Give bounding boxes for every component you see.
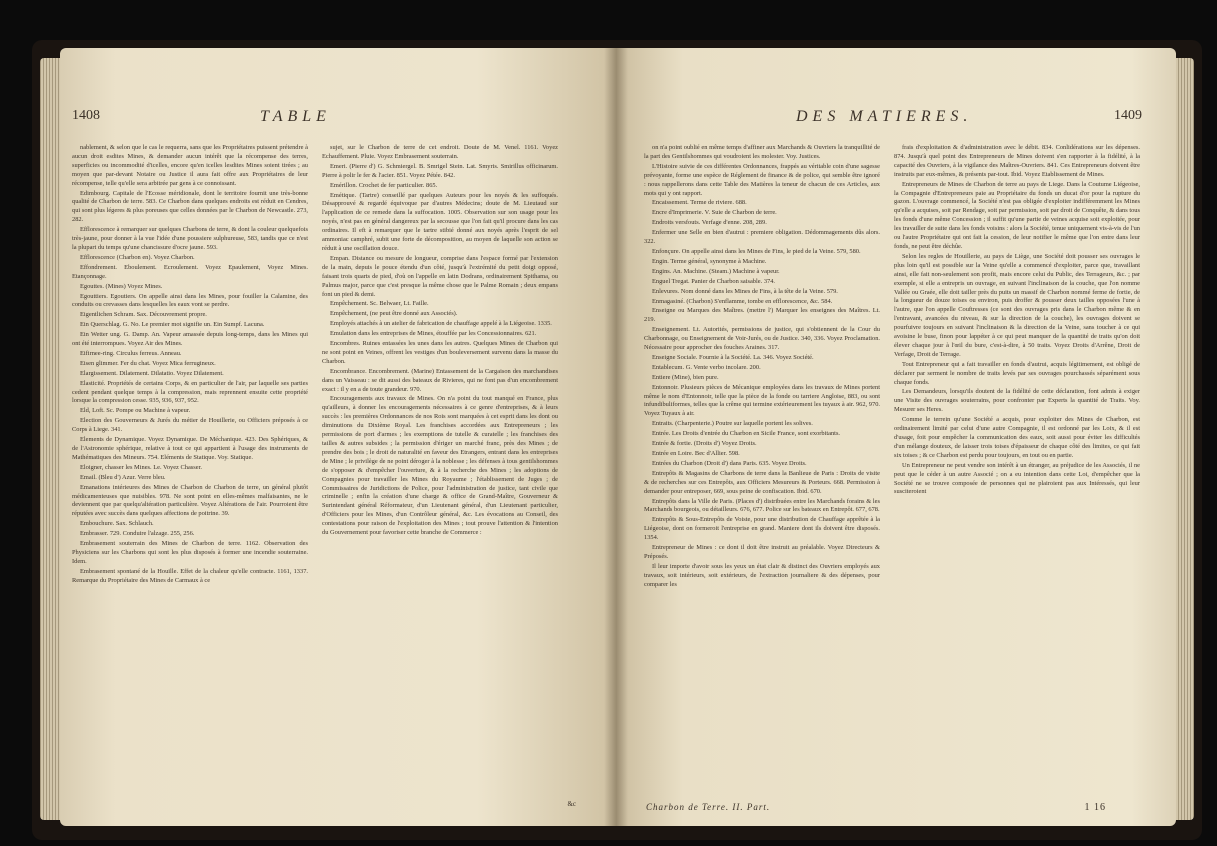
index-entry: Endroits versfouts. Verfage d'enne. 208, 289.: [652, 219, 767, 227]
right-column-2: [894, 144, 1140, 824]
index-entry: Les Demandeurs, lorsqu'ils doutent de la fidélité de cette déclaration, font admis à exiger une Visite des ouvrages souterrains, pour confronter par Experts la quantité de Traits. Voy. Mesurer ses Heres.: [894, 388, 1140, 414]
index-entry: sujet, sur le Charbon de terre de cet endroit. Doute de M. Venel. 1161. Voyez Echauffement. Pluie. Voyez Embrasement souterrain.: [322, 144, 558, 160]
left-column-2: [322, 144, 558, 824]
index-entry: Entonnoir. Plusieurs pièces de Mécanique employées dans les travaux de Mines portent même le nom d'Entonnoir, telle que la pièce de la fonde ou tarriere Angloise, 883, ou sont infundibuliformes, telles que la crême qui termine extérieurement les tuyaux à air. 962, 970. Voyez Tuyaux à air.: [644, 383, 880, 418]
signature-number: 1 16: [1084, 802, 1106, 813]
index-entry: Entrée & fortie. (Droits d') Voyez Droits.: [652, 440, 757, 448]
index-entry: Comme le terrein qu'une Société a acquis, pour exploiter des Mines de Charbon, est ordinairement limité par celui d'une autre Compagnie, il est ordonné par les Loix, & il est d'usage, foit pour empêcher la communication des eaux, soit aussi pour éviter les difficultés d'un mélange douteux, de laisser trois toises d'épaisseur de chaque côté des limites, ce qui fait six toises ; & ce Charbon est perdu pour toujours, en tout ou en partie.: [894, 416, 1140, 459]
left-page: [60, 48, 616, 826]
index-entry: Empêchement. Sc. Belwaer, Lt. Faille.: [330, 300, 429, 308]
left-column-1: [72, 144, 308, 824]
right-page-number: 1409: [1114, 108, 1142, 123]
index-entry: Eld, Loft. Sc. Pompe ou Machine à vapeur.: [80, 407, 191, 415]
index-entry: Enseigne ou Marques des Maîtres. (mettre l') Marquer les enseignes des Maîtres. Lt. 219.: [644, 307, 880, 324]
right-running-title: DES MATIERES.: [796, 108, 973, 125]
index-entry: Entrées du Charbon (Droit d') dans Paris. 635. Voyez Droits.: [652, 459, 807, 467]
index-entry: Un Entrepreneur ne peut vendre son intérêt à un étranger, au préjudice de les Associés, il ne peut que le céder à un autre Associé ; on a eu intention dans cette Loi, d'empêcher que la Société ne se trouve composée de personnes qui ne plairoient pas aux Intéressés, qui leur susciteroient: [894, 461, 1140, 496]
index-entry: Effondrement. Eboulement. Ecroulement. Voyez Epaulement, Voyez Mines. Etançonnage.: [72, 263, 308, 280]
index-entry: nablement, & selon que le cas le requerra, sans que les Propriétaires puissent prétendre à aucun droit esdites Mines, & demander aucun intérêt que la récompense des terres, superficies ou incommodité d'icelles, encore qu'en icelles lesdites Mines soient tirées ; au moyen que par-devant Notaire ou Justice il aura fait offre aux Propriétaires de leur récompense, telle qu'elle sera arbitrée par gens à ce connoissant.: [72, 144, 308, 187]
index-entry: Entrepôts & Sous-Entrepôts de Voiste, pour une distribution de Chauffage apprêtée à la Liégeoise, dont on formeroit l'entreprise en grand. Maniere dont ils doivent être disposés. 1354.: [644, 516, 880, 542]
index-entry: Entrée en Loire. Bec d'Allier. 598.: [652, 450, 740, 457]
index-entry: Emeri. (Pierre d') G. Schmiergel. B. Smrigel Stein. Lat. Smyris. Smirillus officinarum. Pierre à polir le fer & l'acier. 851. Voyez Pétée. 842.: [322, 162, 558, 179]
index-entry: Eifirnee-ring. Circulus ferreus. Anneau.: [80, 349, 182, 357]
index-entry: Entablecum. G. Vente verbo incolare. 200.: [652, 363, 761, 371]
index-entry: Enguel Tregat. Panier de Charbon saisable. 374.: [652, 277, 775, 285]
index-entry: Elargissement. Dilatement. Dilatatio. Voyez Dilatement.: [80, 369, 224, 377]
index-entry: Ein Wetter ung. G. Damp. An. Vapeur amassée depuis long-temps, dans les Mines qui ont été interrompues. Voyez Air des Mines.: [72, 331, 308, 348]
index-entry: frais d'exploitation & d'administration avec le débit. 834. Conlidérations sur les dépenses. 874. Jusqu'à quel point des Entrepreneurs de Mines doivent s'en rapporter à la fidélité, à la capacité des Ouvriers, à la vigilance des Maîtres-Ouvriers. 841. Ces Entrepreneurs doivent être instruits par eux-mêmes, & présents par-tout. Ibid. Voyez Etablissement de Mines.: [894, 144, 1140, 178]
index-entry: Efflorescence (Charbon en). Voyez Charbon.: [80, 253, 195, 261]
right-column-1: [644, 144, 880, 824]
index-entry: Election des Gouverneurs & Jurés du métier de Houillerie, ou Officiers préposés à ce Corps à Liege. 341.: [72, 417, 308, 434]
index-entry: Engins. An. Machine. (Steam.) Machine à vapeur.: [652, 267, 780, 275]
index-entry: Elements de Dynamique. Voyez Dynamique. De Méchanique. 423. Des Sphériques, & de l'Astronomie sphérique, relative à tout ce qui appartient à l'usage des instruments de Mathématiques des Mineurs. 754. Eléments de Statique. Voy. Statique.: [72, 436, 308, 461]
index-entry: Selon les regles de Houillerie, au pays de Liège, une Société doit pousser ses ouvrages le plus loin qu'il est possible sur la Veine qu'elle a commencé d'exploiter, parce que, travaillant ainsi, elle fait non-seulement son profit, mais encore celui du Public, des Terrageurs, &c. ; par exemple, si elle a entrepris un ouvrage, en suivant l'inclinaison de la couche, que l'on nomme Vallée ou Graée, elle doit tailler près du puits un massif de Charbon nommé ferme de fortie, de la longueur de douze toises ou environ, puis droffer & pousser deux tailles opposées l'une à l'autre, que l'on appelle Couftresses (ce sont des ouvrages pris dans le Charbon même & en l'entravant, avancées du niveau, & sur la direction de la couche), les ouvrages doivent se pourfuivre toujours en suivant l'inclinaison & la direction de la Veine, sans toucher à ce qui avoisine le buse, finon pour lappéter à ce qui peut manquer de la quantité de traits qu'on doit élever chaque jour à l'œil du bure, c'est-à-dire, à 50 traits. Voyez Droits d'Arrêne, Droit de Verfage, Droit de Terrage.: [894, 252, 1140, 358]
index-entry: on n'a point oublié en même temps d'affiner aux Marchands & Ouvriers la tranquillité de la part des Gentilshommes qui voudroient les molester. Voy. Justices.: [644, 144, 880, 160]
index-entry: Entrepôts dans la Ville de Paris. (Places d') distribuées entre les Marchands forains & les Marchands bourgeois, ou détailleurs. 676, 677. Police sur les bateaux en Entrepôt. 677, 678.: [644, 497, 880, 514]
index-entry: Emanations intérieures des Mines de Charbon de Charbon de terre, un général plutôt médicamenteuses que nuisibles. 978. Ne sont point en elles-mêmes malfaisantes, ne le deviennent que par quelqu'altération particulière. Voyez Altérations de l'air. Pourroient être réputées avec succès dans quelques affections de poitrine. 39.: [72, 483, 308, 518]
index-entry: Efflorescence à remarquer sur quelques Charbons de terre, & dont la couleur quelquefois très-jaune, pour donner à la vue l'idée d'une poussiere sulphureuse, 583, tandis que ce n'est la plupart du temps qu'une chancissure d'ocre jaune. 593.: [72, 226, 308, 251]
book-gutter: [604, 48, 628, 826]
index-entry: Employés attachés à un atelier de fabrication de chauffage appelé à la Liégeoise. 1335.: [330, 320, 552, 328]
index-entry: Il leur importe d'avoir sous les yeux un état clair & distinct des Ouvriers employés aux travaux, soit intérieurs, soit extérieurs, de l'extraction journaliere & des dépenses, pour comparer les: [644, 562, 880, 588]
index-entry: Entraits. (Charpenterie.) Poutre sur laquelle portent les solives.: [652, 420, 813, 428]
right-page: [616, 48, 1176, 826]
index-entry: Encaissement. Terme de riviere. 688.: [652, 199, 747, 207]
index-entry: Entrée. Les Droits d'entrée du Charbon en Sicile France, sont exorbitants.: [652, 430, 841, 438]
index-entry: Eigentlichen Schram. Sax. Découvrement propre.: [80, 311, 207, 319]
index-entry: Enseignement. Lt. Autorités, permissions de justice, qui s'obtiennent de la Cour du Charbonnage, ou Enseignement de Voir-Jurés, ou de Justice. 340, 336. Voyez Proclamation. Nécessaire pour approcher des fouches Araines. 317.: [644, 326, 880, 352]
left-page-header: [60, 108, 616, 130]
index-entry: Egouttiers. Egoutiers. On appelle ainsi dans les Mines, pour fouiller la Calamine, des conduits ou crevasses dans lesquelles les eaux vont se perdre.: [72, 292, 308, 309]
index-entry: Engin. Terme général, synonyme à Machine.: [652, 257, 767, 265]
index-entry: Entrepreneur de Mines : ce dont il doit être instruit au préalable. Voyez Directeurs & Préposés.: [644, 544, 880, 560]
index-entry: Embouchure. Sax. Schlauch.: [80, 520, 154, 528]
index-entry: Egouttes. (Mines) Voyez Mines.: [80, 282, 163, 290]
index-entry: Embrasement souterrain des Mines de Charbon de terre. 1162. Observation des Physiciens sur les Charbons qui sont les plus disposés à former une incendie souterraine. Idem.: [72, 540, 308, 565]
index-entry: Encouragements aux travaux de Mines. On n'a point du tout manqué en France, plus qu'ailleurs, à donner les encouragements nécessaires à ce genre d'entreprises, & à leurs succès : les premières Ordonnances de nos Rois sont marquées à cet esprit dans les dont ou diminutions du Dixième Royal. Les franchises accordées aux Entrepreneurs ; les permissions de port d'armes ; les exemptions de tutelle & curatelle ; les franchises des tailles & autres subsides ; la permission d'ériger un marché franc, près des Mines ; de prendre des bois ; le droit de naturalité en faveur des Etrangers, entrant dans les entreprises de Mine ; le privilège de ne point déroger à la noblesse ; les défenses à tous gentilshommes de s'opposer & d'empêcher l'ouverture, & à la recherche des Mines ; les adoptions de Compagnies pour travailler les Mines du Royaume ; l'établissement de Juges ; de Commissaires de Juridictions de Police, pour l'administration de justice, tant civile que criminelle ; enfin la création d'une charge & office de Grand-Maître, Gouverneur & Surintendant général Réformateur, d'un Lieutenant général, d'un Lieutenant particulier, d'Officiers pour les Mines, d'un Contrôleur général, &c. Les évocations au Conseil, des contestations pour raison de l'exploitation des Mines ; tout prouve l'attention & l'intention du Gouvernement pour favoriser cette branche de Commerce :: [322, 395, 558, 537]
index-entry: Emétique. (Tartre) conseillé par quelques Auteurs pour les noyés & les suffoqués. Désapprouvé & regardé équivoque par d'autres Médecins; doute de M. Lieutaud sur l'application de ce remede dans la suffocation. 1005. Observation sur son usage pour les noyés, n'est pas en général dangereux par la secousse que l'on fait qu'il procure dans les cas ordinaires. Il eft à remarquer que le tartre stibié donné aux noyés après l'esprit de sel ammoniac camphré, subit une forte de décomposition, au moyen de laquelle son action se réduit à une oscillation douce.: [322, 191, 558, 252]
index-entry: Encre d'Imprimerie. V. Suie de Charbon de terre.: [652, 209, 777, 217]
index-entry: Entiere (Mine), bien pure.: [652, 373, 719, 381]
right-page-header: [616, 108, 1176, 130]
left-catchword: &c: [567, 800, 576, 808]
index-entry: Enlevures. Nom donné dans les Mines de Fins, à la tête de la Veine. 579.: [652, 287, 838, 295]
left-page-number: 1408: [72, 108, 100, 123]
index-entry: Emérillon. Crochet de fer particulier. 865.: [330, 181, 438, 189]
index-entry: Enfonçure. On appelle ainsi dans les Mines de Fins, le pied de la Veine. 579, 580.: [652, 247, 861, 255]
index-entry: Encombres. Ruines entassées les unes dans les autres. Quelques Mines de Charbon qui ne sont point en Veines, offrent les vestiges d'un bouleversement survenu dans la masse du Charbon.: [322, 340, 558, 365]
index-entry: Enseigne Sociale. Fournie à la Société. La. 346. Voyez Société.: [652, 353, 814, 361]
index-entry: Email. (Bleu d') Azur. Verre bleu.: [80, 473, 166, 481]
index-entry: Enmagasiné. (Charbon) S'enflamme, tombe en efflorescence, &c. 584.: [652, 297, 833, 305]
left-running-title: TABLE: [260, 108, 331, 125]
index-entry: Entrepreneurs de Mines de Charbon de terre au pays de Liege. Dans la Coutume Liégeoise, la Compagnie d'Entrepreneurs paie au Propriétaire du fonds un ducat d'or pour la rupture du gazon. L'ouvrage commencé, la Société n'est pas obligée d'exploiter indifféremment les Mines qu'elle a acquises, soit par Rendage, soit par permission, soit par droit de Conquête, & dans tous les fonds d'une même Concession ; il suffit qu'une partie de veines acquise soit exploitée, pour les travailler de suite dans les fonds voisins : alors la Société, tenue uniquement vis-à-vis de l'un ou l'autre Propriétaire qui ont fait la cession, de leur notifier le même que l'on entre dans leur fonds, ne peut être déchûe.: [894, 180, 1140, 250]
index-entry: Enfermer une Selle en bien d'autrui : premiere obligation. Dédommagements dûs alors. 322.: [644, 229, 880, 246]
index-entry: Entrepôts & Magasins de Charbons de terre dans la Banlieue de Paris : Droits de visite & de recherches sur ces Entrepôts, aux Officiers Mesureurs & Porteurs. 668. Permission à demander pour entreposer, 669, sous peine de confiscation. Ibid. 670.: [644, 469, 880, 495]
index-entry: Ein Querschlag. G. No. Le premier mot signifie un. Ein Sumpf. Lacuna.: [80, 321, 265, 329]
index-entry: Empêchement, (ne peut être donné aux Associés).: [330, 310, 458, 318]
index-entry: Encombrance. Encombrement. (Marine) Entassement de la Cargaison des marchandises dans un Vaisseau : se dit aussi des bateaux de Rivieres, qui ne font pas d'un encombrement exact : il y en a de toute grandeur. 970.: [322, 367, 558, 393]
right-signature: [646, 802, 1146, 812]
index-entry: Eisen glimmer. Fer du chat. Voyez Mica ferrugineux.: [80, 359, 216, 367]
index-entry: Embrasement spontané de la Houille. Effet de la chaleur qu'elle contracte. 1161, 1337. Remarque du Propriétaire des Mines de Carmaux à ce: [72, 567, 308, 584]
index-entry: Empan. Distance ou mesure de longueur, comprise dans l'espace formé par l'extension de la main, depuis le pouce étendu d'un côté, jusqu'à l'extrémité du petit doigt opposé, faisant trois quarts de pied, d'où on l'appelle en latin Dodrans, ordinairement Spithama, ou Palmus major, parce que c'est presque la même chose que le Palme Romain ; deux empans font un pied & demi.: [322, 254, 558, 298]
index-entry: Emulation dans les entreprises de Mines, étouffée par les Concessionnaires. 621.: [330, 330, 537, 338]
index-entry: L'Histoire suivie de ces différentes Ordonnances, frappés au véritable coin d'une sagesse prévoyante, forme une espèce de Réglement de finance & de police, qui semble être ignoré : nous rappellerons dans cette Table des Matières la teneur de chacun de ces Articles, aux mots qui y ont rapport.: [644, 162, 880, 197]
index-entry: Embrasser. 729. Conduire l'alzage. 255, 256.: [80, 530, 195, 538]
index-entry: Elasticité. Propriétés de certains Corps, & en particulier de l'air, par laquelle ses parties cedent pendant quelque temps à la compression, mais reprennent ensuite cette propriété lorsque la compression cesse. 935, 936, 937, 952.: [72, 379, 308, 405]
index-entry: Eloigner, chasser les Mines. Le. Voyez Chasser.: [80, 463, 202, 471]
index-entry: Edimbourg. Capitale de l'Ecosse méridionale, dont le territoire fournit une très-bonne qualité de Charbon de terre. 583. Ce Charbon dans quelques endroits est réduit en Cendres, qui sont plus légeres & plus poreuses que celles données par le Charbon de Newcastle. 273, 282.: [72, 189, 308, 224]
index-entry: Tout Entrepreneur qui a fait travailler en fonds d'autrui, acquis légitimement, est obligé de déclarer par serment le nombre de traits levés par ses ouvrages pourchassés séparément sous chaque fonds.: [894, 360, 1140, 386]
signature-title: Charbon de Terre. II. Part.: [646, 802, 771, 812]
